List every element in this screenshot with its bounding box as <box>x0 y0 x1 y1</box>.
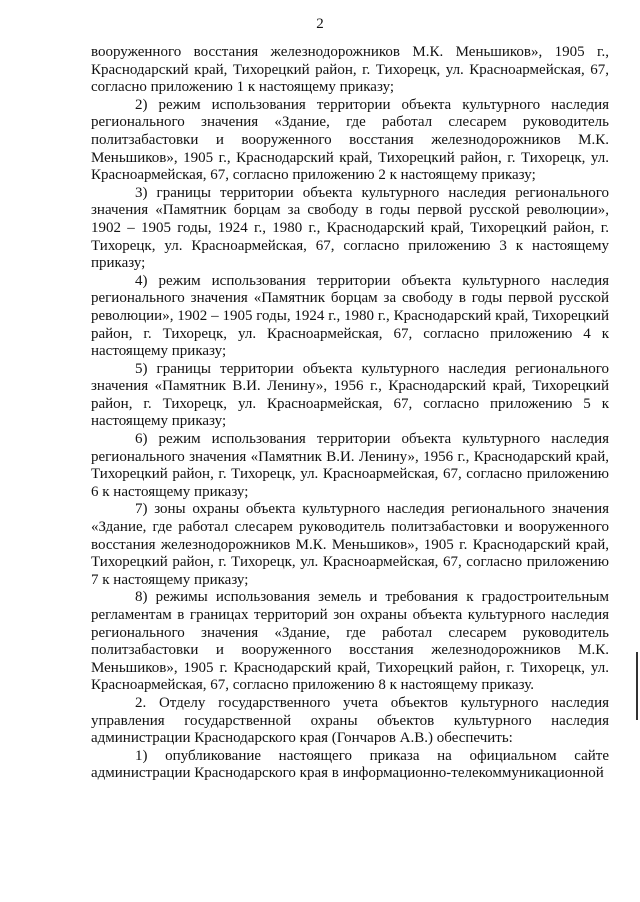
paragraph-continuation: вооруженного восстания железнодорожников М.К. Меньшиков», 1905 г., Краснодарский край, Тихорецкий район, г. Тихорецк, ул. Красноармейская, 67, согласно приложению 1 к настоящему приказу; <box>91 44 609 96</box>
paragraph-section-2-item-1: 1) опубликование настоящего приказа на официальном сайте администрации Краснодарского края в информационно-телекоммуникационной <box>91 747 609 782</box>
paragraph-item-3: 3) границы территории объекта культурного наследия регионального значения «Памятник борцам за свободу в годы первой русской революции», 1902 – 1905 годы, 1924 г., 1980 г., Краснодарский край, Тихорецкий район, г. Тихорецк, ул. Красноармейская, 67, согласно приложению 3 к настоящему приказу; <box>91 184 609 272</box>
paragraph-item-6: 6) режим использования территории объекта культурного наследия регионального значения «Памятник В.И. Ленину», 1956 г., Краснодарский край, Тихорецкий район, г. Тихорецк, ул. Красноармейская, 67, согласно приложению 6 к настоящему приказу; <box>91 431 609 500</box>
paragraph-item-2: 2) режим использования территории объекта культурного наследия регионального значения «Здание, где работал слесарем руководитель политзабастовки и вооруженного восстания железнодорожников М.К. Меньшиков», 1905 г., Краснодарский край, Тихорецкий район, г. Тихорецк, ул. Красноармейская, 67, согласно приложению 2 к настоящему приказу; <box>91 96 609 184</box>
paragraph-item-7: 7) зоны охраны объекта культурного наследия регионального значения «Здание, где работал слесарем руководитель политзабастовки и вооруженного восстания железнодорожников М.К. Меньшиков», 1905 г. Краснодарский край, Тихорецкий район, г. Тихорецк, ул. Красноармейская, 67, согласно приложению 7 к настоящему приказу; <box>91 501 609 588</box>
document-body <box>91 44 609 783</box>
paragraph-item-4: 4) режим использования территории объекта культурного наследия регионального значения «Памятник борцам за свободу в годы первой русской революции», 1902 – 1905 годы, 1924 г., 1980 г., Краснодарский край, Тихорецкий район, г. Тихорецк, ул. Красноармейская, 67, согласно приложению 4 к настоящему приказу; <box>91 272 609 360</box>
scan-edge-mark <box>636 652 638 720</box>
paragraph-item-8: 8) режимы использования земель и требования к градостроительным регламентам в границах территорий зон охраны объекта культурного наследия регионального значения «Здание, где работал слесарем руководитель политзабастовки и вооруженного восстания железнодорожников М.К. Меньшиков», 1905 г. Краснодарский край, Тихорецкий район, г. Тихорецк, ул. Красноармейская, 67, согласно приложению 8 к настоящему приказу. <box>91 589 609 694</box>
paragraph-section-2: 2. Отделу государственного учета объектов культурного наследия управления государственной охраны объектов культурного наследия администрации Краснодарского края (Гончаров А.В.) обеспечить: <box>91 694 609 747</box>
paragraph-item-5: 5) границы территории объекта культурного наследия регионального значения «Памятник В.И. Ленину», 1956 г., Краснодарский край, Тихорецкий район, г. Тихорецк, ул. Красноармейская, 67, согласно приложению 5 к настоящему приказу; <box>91 360 609 430</box>
page-number: 2 <box>316 16 324 32</box>
